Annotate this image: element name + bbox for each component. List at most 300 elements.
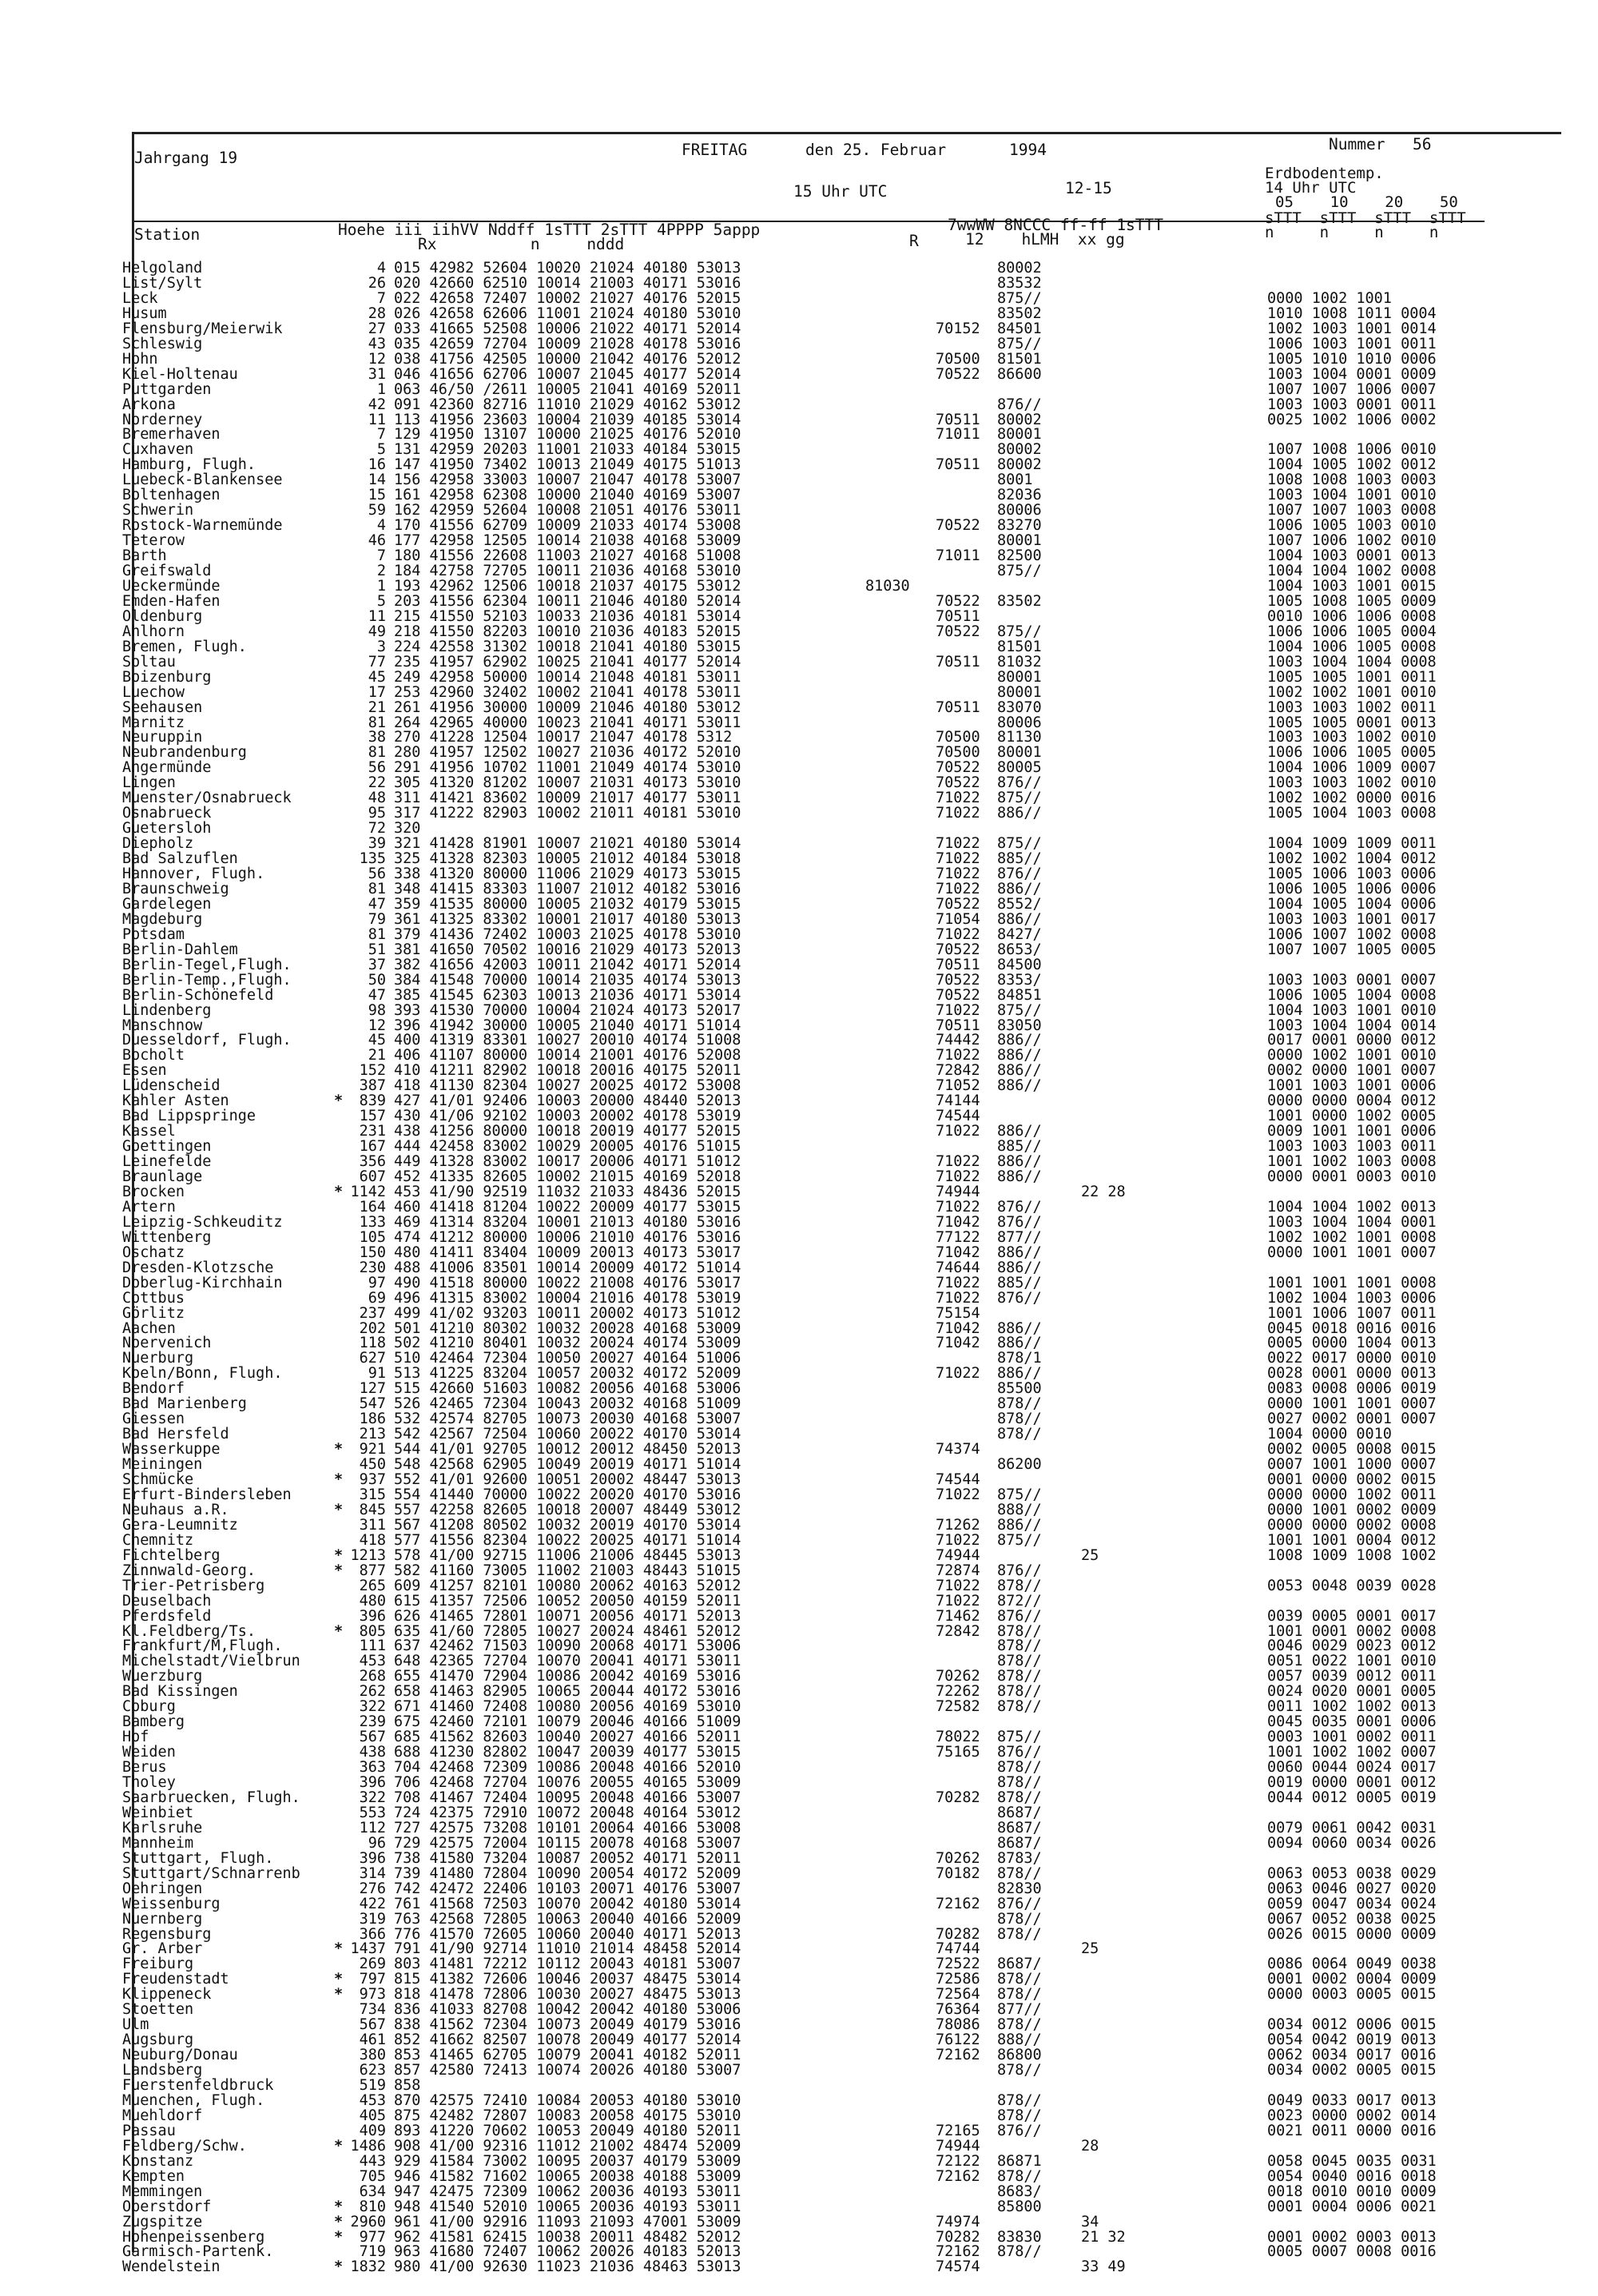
station-height: 1213 (350, 1546, 386, 1564)
weather-code: 70262 (936, 1849, 980, 1867)
synop-code: 980 41/00 92630 11023 21036 48463 53013 (394, 2258, 741, 2276)
synop-code: 675 42460 72101 10079 20046 40166 51009 (394, 1713, 741, 1731)
station-height: 480 (359, 1592, 386, 1610)
weather-code: 74944 (936, 2137, 980, 2155)
station-name: Husum (122, 304, 167, 322)
wind-gust: 33 49 (1081, 2258, 1126, 2276)
synop-code: 026 42658 62606 11001 21024 40180 53010 (394, 304, 741, 322)
station-name: Braunschweig (122, 880, 229, 897)
synop-code: 184 42758 72705 10011 21036 40168 53010 (394, 563, 741, 579)
cloud-code: 81501 (997, 350, 1042, 368)
synop-code: 761 41568 72503 10070 20042 40180 53014 (394, 1895, 741, 1912)
station-height: 276 (359, 1880, 386, 1897)
station-height: 2960 (350, 2213, 386, 2230)
synop-code: 325 41328 82303 10005 21012 40184 53018 (394, 850, 741, 868)
soil-temps: 0000 0000 0004 0012 (1267, 1092, 1437, 1110)
weather-code: 72162 (936, 2167, 980, 2185)
synop-code: 836 41033 82708 10042 20042 40180 53006 (394, 2001, 741, 2019)
station-height: 15 (368, 487, 386, 504)
station-name: Nuernberg (122, 1910, 203, 1928)
station-height: 118 (359, 1335, 386, 1352)
wind-gust: 25 (1081, 1546, 1099, 1564)
synop-code: 554 41440 70000 10022 20020 40170 53016 (394, 1486, 741, 1503)
station-height: 1832 (350, 2258, 386, 2276)
station-height: 396 (359, 1774, 386, 1791)
soil-temps: 1002 1002 1004 0012 (1267, 850, 1437, 868)
weather-code: 78022 (936, 1729, 980, 1746)
station-name: List/Sylt (122, 274, 203, 292)
cloud-code: 878// (997, 1622, 1042, 1640)
station-height: 135 (359, 850, 386, 868)
station-height: 845 (359, 1501, 386, 1518)
synop-code: 635 41/60 72805 10027 20024 48461 52012 (394, 1622, 741, 1640)
station-height: 42 (368, 396, 386, 413)
col-codes-sub: Rx n nddd (418, 235, 625, 253)
station-height: 17 (368, 683, 386, 701)
wind-gust: 22 28 (1081, 1183, 1126, 1200)
station-name: Gera-Leumnitz (122, 1516, 238, 1534)
station-name: Tholey (122, 1774, 176, 1791)
cloud-code: 878// (997, 1698, 1042, 1716)
synop-code: 147 41950 73402 10013 21049 40175 51013 (394, 456, 741, 474)
cloud-code: 8683/ (997, 2183, 1042, 2200)
station-name: Emden-Hafen (122, 592, 221, 610)
soil-temps: 1004 1003 1001 0010 (1267, 1001, 1437, 1019)
cloud-code: 83270 (997, 517, 1042, 535)
synop-code: 224 42558 31302 10018 21041 40180 53015 (394, 638, 741, 655)
station-name: Brocken (122, 1183, 185, 1200)
cloud-code: 875// (997, 835, 1042, 853)
cloud-code: 86871 (997, 2152, 1042, 2170)
station-name: Giessen (122, 1411, 185, 1428)
precip-code: 81030 (865, 577, 910, 595)
table-row (122, 2258, 1561, 2276)
mountain-marker: * (334, 1092, 344, 1110)
weather-code: 72582 (936, 1698, 980, 1716)
synop-code: 033 41665 52508 10006 21022 40171 52014 (394, 320, 741, 337)
cloud-code: 8552/ (997, 895, 1042, 913)
soil-temps: 1003 1003 1002 0010 (1267, 729, 1437, 746)
station-height: 937 (359, 1471, 386, 1488)
weather-code: 71042 (936, 1335, 980, 1352)
station-name: Coburg (122, 1698, 176, 1716)
station-name: Luechow (122, 683, 185, 701)
station-height: 607 (359, 1168, 386, 1185)
weather-code: 74442 (936, 1032, 980, 1049)
header-rule (134, 221, 1485, 222)
weather-code: 71022 (936, 1168, 980, 1185)
soil-temps: 0000 0003 0005 0015 (1267, 1986, 1437, 2004)
weather-code: 72165 (936, 2122, 980, 2139)
soil-temps: 1002 1002 1001 0008 (1267, 1228, 1437, 1246)
mountain-marker: * (334, 1986, 344, 2004)
station-height: 322 (359, 1698, 386, 1716)
synop-code: 724 42375 72910 10072 20048 40164 53012 (394, 1804, 741, 1821)
weather-report-sheet (122, 132, 1561, 2276)
station-height: 237 (359, 1304, 386, 1322)
station-name: Berlin-Tegel,Flugh. (122, 956, 292, 973)
soil-temps: 0094 0060 0034 0026 (1267, 1834, 1437, 1852)
station-name: Pferdsfeld (122, 1607, 212, 1625)
station-height: 634 (359, 2183, 386, 2200)
soil-temps: 1003 1003 1002 0011 (1267, 698, 1437, 716)
wind-gust: 25 (1081, 1940, 1099, 1958)
soil-temps: 0002 0005 0008 0015 (1267, 1441, 1437, 1458)
station-height: 4 (376, 260, 386, 277)
soil-temps: 0049 0033 0017 0013 (1267, 2091, 1437, 2109)
station-name: Neuburg/Donau (122, 2047, 238, 2064)
cloud-code: 886// (997, 1153, 1042, 1171)
station-name: Bremen, Flugh. (122, 638, 247, 655)
synop-code: 704 42468 72309 10086 20048 40166 52010 (394, 1759, 741, 1777)
cloud-code: 878// (997, 1971, 1042, 1988)
station-name: Freiburg (122, 1956, 194, 1973)
station-name: Wasserkuppe (122, 1441, 221, 1458)
synop-code: 418 41130 82304 10027 20025 40172 53008 (394, 1077, 741, 1095)
synop-code: 501 41210 80302 10032 20028 40168 53009 (394, 1319, 741, 1337)
station-height: 12 (368, 1017, 386, 1034)
synop-code: 838 41562 72304 10073 20049 40179 53016 (394, 2016, 741, 2034)
synop-code: 490 41518 80000 10022 21008 40176 53017 (394, 1274, 741, 1291)
soil-temps: 1003 1004 1004 0001 (1267, 1213, 1437, 1231)
weather-code: 74544 (936, 1108, 980, 1125)
soil-temps: 0019 0000 0001 0012 (1267, 1774, 1437, 1791)
synop-code: 381 41650 70502 10016 21029 40173 52013 (394, 941, 741, 958)
cloud-code: 875// (997, 1001, 1042, 1019)
soil-temps: 1005 1005 1001 0011 (1267, 668, 1437, 686)
cloud-code: 8687/ (997, 1834, 1042, 1852)
station-name: Boizenburg (122, 668, 212, 686)
synop-code: 685 41562 82603 10040 20027 40166 52011 (394, 1729, 741, 1746)
cloud-code: 875// (997, 790, 1042, 807)
soil-temps: 1003 1004 1001 0010 (1267, 487, 1437, 504)
mountain-marker: * (334, 1546, 344, 1564)
synop-code: 063 46/50 /2611 10005 21041 40169 52011 (394, 380, 741, 398)
soil-temps: 1005 1008 1005 0009 (1267, 592, 1437, 610)
cloud-code: 8653/ (997, 941, 1042, 958)
synop-code: 177 42958 12505 10014 21038 40168 53009 (394, 532, 741, 550)
mountain-marker: * (334, 1183, 344, 1200)
cloud-code: 83502 (997, 592, 1042, 610)
station-height: 877 (359, 1562, 386, 1579)
station-height: 97 (368, 1274, 386, 1291)
station-name: Duesseldorf, Flugh. (122, 1032, 292, 1049)
cloud-code: 875// (997, 335, 1042, 352)
cloud-code: 86600 (997, 365, 1042, 383)
station-height: 81 (368, 714, 386, 731)
station-name: Wuerzburg (122, 1668, 203, 1685)
synop-code: 438 41256 80000 10018 20019 40177 52015 (394, 1123, 741, 1140)
station-height: 22 (368, 774, 386, 792)
erdboden-n: n n n n (1265, 224, 1439, 241)
year: 1994 (1009, 141, 1047, 159)
cloud-code: 82500 (997, 547, 1042, 565)
synop-code: 321 41428 81901 10007 21021 40180 53014 (394, 835, 741, 853)
weather-code: 72842 (936, 1622, 980, 1640)
soil-temps: 1003 1004 0001 0009 (1267, 365, 1437, 383)
weather-code: 71022 (936, 850, 980, 868)
synop-code: 131 42959 20203 11001 21033 40184 53015 (394, 441, 741, 459)
synop-code: 658 41463 82905 10065 20044 40172 53016 (394, 1683, 741, 1701)
station-name: Bocholt (122, 1047, 185, 1064)
station-height: 567 (359, 1729, 386, 1746)
mountain-marker: * (334, 2198, 344, 2215)
synop-code: 046 41656 62706 10007 21045 40177 52014 (394, 365, 741, 383)
synop-code: 427 41/01 92406 10003 20000 48440 52013 (394, 1092, 741, 1110)
station-name: Konstanz (122, 2152, 194, 2170)
mountain-marker: * (334, 1940, 344, 1958)
synop-code: 513 41225 83204 10057 20032 40172 52009 (394, 1365, 741, 1383)
cloud-code: 886// (997, 880, 1042, 897)
synop-code: 526 42465 72304 10043 20032 40168 51009 (394, 1395, 741, 1413)
weather-code: 72842 (936, 1062, 980, 1080)
synop-code: 626 41465 72801 10071 20056 40171 52013 (394, 1607, 741, 1625)
synop-code: 548 42568 62905 10049 20019 40171 51014 (394, 1456, 741, 1474)
station-name: Soltau (122, 653, 176, 670)
station-name: Cottbus (122, 1289, 185, 1307)
cloud-code: 8427/ (997, 925, 1042, 943)
weather-code: 71052 (936, 1077, 980, 1095)
synop-code: 091 42360 82716 11010 21029 40162 53012 (394, 396, 741, 413)
station-height: 567 (359, 2016, 386, 2034)
cloud-code: 8783/ (997, 1849, 1042, 1867)
synop-code: 853 41465 62705 10079 20041 40182 52011 (394, 2047, 741, 2064)
station-height: 239 (359, 1713, 386, 1731)
station-height: 51 (368, 941, 386, 958)
cloud-code: 84500 (997, 956, 1042, 973)
station-name: Doberlug-Kirchhain (122, 1274, 283, 1291)
cloud-code: 886// (997, 1319, 1042, 1337)
station-name: Görlitz (122, 1304, 185, 1322)
synop-code: 815 41382 72606 10046 20037 48475 53014 (394, 1971, 741, 1988)
weather-code: 70522 (936, 774, 980, 792)
station-height: 150 (359, 1244, 386, 1261)
station-height: 47 (368, 986, 386, 1004)
station-name: Essen (122, 1062, 167, 1080)
soil-temps: 1006 1006 1005 0005 (1267, 744, 1437, 762)
station-name: Noervenich (122, 1335, 212, 1352)
station-height: 387 (359, 1077, 386, 1095)
station-name: Muehldorf (122, 2107, 203, 2124)
station-height: 56 (368, 865, 386, 882)
station-height: 3 (376, 638, 386, 655)
weather-code: 75154 (936, 1304, 980, 1322)
station-name: Aachen (122, 1319, 176, 1337)
station-name: Potsdam (122, 925, 185, 943)
station-name: Schwerin (122, 502, 194, 519)
soil-temps: 0067 0052 0038 0025 (1267, 1910, 1437, 1928)
station-height: 11 (368, 411, 386, 428)
soil-temps: 1005 1005 0001 0013 (1267, 714, 1437, 731)
soil-temps: 1004 1004 1002 0013 (1267, 1198, 1437, 1216)
synop-code: 453 41/90 92519 11032 21033 48436 52015 (394, 1183, 741, 1200)
weather-code: 70522 (936, 941, 980, 958)
cloud-code: 875// (997, 1531, 1042, 1549)
station-height: 319 (359, 1910, 386, 1928)
soil-temps: 0000 0000 0002 0008 (1267, 1516, 1437, 1534)
weather-code: 70511 (936, 956, 980, 973)
station-name: Chemnitz (122, 1531, 194, 1549)
synop-code: 400 41319 83301 10027 20010 40174 51008 (394, 1032, 741, 1049)
soil-temps: 0000 1002 1001 (1267, 289, 1392, 307)
synop-code: 020 42660 62510 10014 21003 40171 53016 (394, 274, 741, 292)
soil-temps: 1003 1003 1001 0017 (1267, 910, 1437, 928)
synop-code: 406 41107 80000 10014 21001 40176 52008 (394, 1047, 741, 1064)
cloud-code: 80001 (997, 426, 1042, 444)
cloud-code: 886// (997, 1032, 1042, 1049)
weather-code: 71022 (936, 1531, 980, 1549)
synop-code: 235 41957 62902 10025 21041 40177 52014 (394, 653, 741, 670)
soil-temps: 0000 1002 1001 0010 (1267, 1047, 1437, 1064)
weather-code: 71011 (936, 547, 980, 565)
col-codes-2-sub: 12 hLMH xx gg (965, 230, 1125, 249)
station-height: 973 (359, 1986, 386, 2004)
synop-code: 803 41481 72212 10112 20043 40181 53007 (394, 1956, 741, 1973)
station-name: Garmisch-Partenk. (122, 2243, 274, 2261)
synop-code: 962 41581 62415 10038 20011 48482 52012 (394, 2228, 741, 2246)
cloud-code: 878// (997, 1864, 1042, 1882)
soil-temps: 0002 0000 1001 0007 (1267, 1062, 1437, 1080)
synop-code: 791 41/90 92714 11010 21014 48458 52014 (394, 1940, 741, 1958)
station-name: Trier-Petrisberg (122, 1577, 265, 1594)
station-height: 366 (359, 1925, 386, 1943)
cloud-code: 8687/ (997, 1819, 1042, 1836)
synop-code: 577 41556 82304 10022 20025 40171 51014 (394, 1531, 741, 1549)
station-name: Norderney (122, 411, 203, 428)
date: den 25. Februar (805, 141, 947, 159)
weather-code: 75165 (936, 1744, 980, 1761)
synop-code: 170 41556 62709 10009 21033 40174 53008 (394, 517, 741, 535)
station-name: Memmingen (122, 2183, 203, 2200)
station-name: Lindenberg (122, 1001, 212, 1019)
weather-code: 70522 (936, 623, 980, 640)
mountain-marker: * (334, 1622, 344, 1640)
station-height: 7 (376, 547, 386, 565)
station-height: 111 (359, 1637, 386, 1655)
weather-code: 71022 (936, 1198, 980, 1216)
station-name: Stuttgart, Flugh. (122, 1849, 274, 1867)
station-height: 553 (359, 1804, 386, 1821)
station-height: 77 (368, 653, 386, 670)
station-height: 314 (359, 1864, 386, 1882)
station-name: Schmücke (122, 1471, 194, 1488)
station-name: Passau (122, 2122, 176, 2139)
soil-temps: 0034 0002 0005 0015 (1267, 2062, 1437, 2079)
weather-code: 70282 (936, 2228, 980, 2246)
cloud-code: 885// (997, 850, 1042, 868)
soil-temps: 1007 1008 1006 0010 (1267, 441, 1437, 459)
synop-code: 706 42468 72704 10076 20055 40165 53009 (394, 1774, 741, 1791)
synop-code: 870 42575 72410 10084 20053 40180 53010 (394, 2091, 741, 2109)
station-name: Oldenburg (122, 607, 203, 625)
erdboden-title: Erdbodentemp. (1265, 165, 1384, 182)
soil-temps: 1002 1003 1001 0014 (1267, 320, 1437, 337)
synop-code: 410 41211 82902 10018 20016 40175 52011 (394, 1062, 741, 1080)
soil-temps: 0058 0045 0035 0031 (1267, 2152, 1437, 2170)
station-name: Koeln/Bonn, Flugh. (122, 1365, 283, 1383)
station-height: 50 (368, 971, 386, 989)
station-name: Marnitz (122, 714, 185, 731)
cloud-code: 878// (997, 1395, 1042, 1413)
weather-code: 71022 (936, 1486, 980, 1503)
cloud-code: 8687/ (997, 1804, 1042, 1821)
station-name: Neuruppin (122, 729, 203, 746)
cloud-code: 886// (997, 1062, 1042, 1080)
cloud-code: 876// (997, 1744, 1042, 1761)
station-name: Neubrandenburg (122, 744, 247, 762)
synop-code: 444 42458 83002 10029 20005 40176 51015 (394, 1138, 741, 1156)
cloud-code: 80002 (997, 260, 1042, 277)
synop-code: 738 41580 73204 10087 20052 40171 52011 (394, 1849, 741, 1867)
station-height: 315 (359, 1486, 386, 1503)
station-name: Deuselbach (122, 1592, 212, 1610)
cloud-code: 878// (997, 1789, 1042, 1806)
synop-code: 908 41/00 92316 11012 21002 48474 52009 (394, 2137, 741, 2155)
station-name: Boltenhagen (122, 487, 221, 504)
weather-code: 71022 (936, 880, 980, 897)
station-height: 47 (368, 895, 386, 913)
station-height: 39 (368, 835, 386, 853)
cloud-code: 878// (997, 2243, 1042, 2261)
soil-temps: 0009 1001 1001 0006 (1267, 1123, 1437, 1140)
cloud-code: 876// (997, 774, 1042, 792)
station-name: Gr. Arber (122, 1940, 203, 1958)
synop-code: 180 41556 22608 11003 21027 40168 51008 (394, 547, 741, 565)
mountain-marker: * (334, 1562, 344, 1579)
wind-gust: 21 32 (1081, 2228, 1126, 2246)
mountain-marker: * (334, 1501, 344, 1518)
station-height: 396 (359, 1849, 386, 1867)
synop-code: 893 41220 70602 10053 20049 40180 52011 (394, 2122, 741, 2139)
synop-code: 129 41950 13107 10000 21025 40176 52010 (394, 426, 741, 444)
station-name: Manschnow (122, 1017, 203, 1034)
station-height: 734 (359, 2001, 386, 2019)
station-name: Helgoland (122, 260, 203, 277)
soil-temps: 0001 0004 0006 0021 (1267, 2198, 1437, 2215)
station-height: 311 (359, 1516, 386, 1534)
cloud-code: 876// (997, 865, 1042, 882)
station-height: 396 (359, 1607, 386, 1625)
soil-temps: 0005 0000 1004 0013 (1267, 1335, 1437, 1352)
synop-code: 729 42575 72004 10115 20078 40168 53007 (394, 1834, 741, 1852)
station-name: Wittenberg (122, 1228, 212, 1246)
synop-code: 474 41212 80000 10006 21010 40176 53016 (394, 1228, 741, 1246)
jahrgang: Jahrgang 19 (134, 149, 238, 167)
station-height: 45 (368, 1032, 386, 1049)
station-name: Ulm (122, 2016, 149, 2034)
synop-code: 567 41208 80502 10032 20019 40170 53014 (394, 1516, 741, 1534)
station-name: Kl.Feldberg/Ts. (122, 1622, 256, 1640)
station-name: Freudenstadt (122, 1971, 229, 1988)
soil-temps: 0057 0039 0012 0011 (1267, 1668, 1437, 1685)
soil-temps: 1005 1010 1010 0006 (1267, 350, 1437, 368)
station-name: Weinbiet (122, 1804, 194, 1821)
soil-temps: 0000 1001 1001 0007 (1267, 1395, 1437, 1413)
weather-code: 71022 (936, 805, 980, 822)
soil-temps: 1001 1002 1003 0008 (1267, 1153, 1437, 1171)
synop-code: 218 41550 82203 10010 21036 40183 52015 (394, 623, 741, 640)
cloud-code: 886// (997, 1047, 1042, 1064)
time-range: 12-15 (1065, 179, 1112, 197)
cloud-code: 875// (997, 623, 1042, 640)
soil-temps: 1007 1007 1006 0007 (1267, 380, 1437, 398)
mountain-marker: * (334, 2228, 344, 2246)
cloud-code: 878// (997, 1925, 1042, 1943)
weather-code: 70282 (936, 1925, 980, 1943)
cloud-code: 86800 (997, 2047, 1042, 2064)
synop-code: 311 41421 83602 10009 21017 40177 53011 (394, 790, 741, 807)
synop-code: 961 41/00 92916 11093 21093 47001 53009 (394, 2213, 741, 2230)
